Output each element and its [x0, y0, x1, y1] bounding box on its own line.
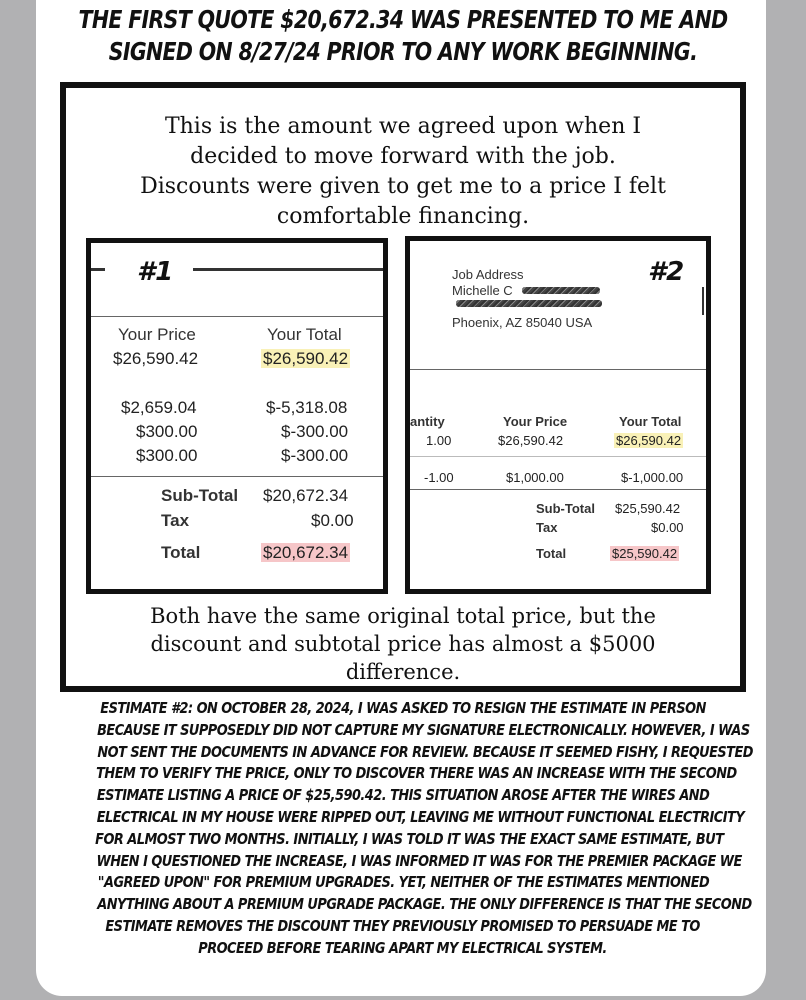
- price-row-4: $300.00: [136, 446, 198, 465]
- price-row-3: $300.00: [136, 422, 198, 441]
- city-line: Phoenix, AZ 85040 USA: [452, 315, 593, 330]
- story-line: PROCEED BEFORE TEARING APART MY ELECTRICAL SYSTEM.: [198, 938, 608, 957]
- subtotal-value: $20,672.34: [263, 486, 349, 505]
- subtotal-rule: [91, 476, 383, 477]
- total-row-3: $-300.00: [281, 422, 349, 441]
- tax-value: $0.00: [651, 520, 684, 535]
- price-row-2: $1,000.00: [506, 470, 564, 485]
- subtotal-value: $25,590.42: [615, 501, 681, 516]
- your-total-header: Your Total: [619, 414, 682, 429]
- subtotal-label: Sub-Total: [161, 486, 239, 505]
- total-row-1: $26,590.42: [263, 349, 349, 368]
- total-row-1: $26,590.42: [616, 433, 682, 448]
- tax-label: Tax: [161, 511, 190, 530]
- story-line: ELECTRICAL IN MY HOUSE WERE RIPPED OUT, LEAVING ME WITHOUT FUNCTIONAL ELECTRICITY: [96, 807, 745, 826]
- story-line: NOT SENT THE DOCUMENTS IN ADVANCE FOR REVIEW. BECAUSE IT SEEMED FISHY, I REQUESTED: [97, 742, 753, 761]
- estimate-2-panel: [405, 236, 711, 594]
- price-row-2: $2,659.04: [121, 398, 197, 417]
- intro-line: This is the amount we agreed upon when I: [164, 114, 642, 139]
- closing-text: [66, 602, 740, 686]
- subtotal-rule: [410, 489, 706, 490]
- intro-line: decided to move forward with the job.: [190, 144, 616, 169]
- total-value: $20,672.34: [263, 543, 349, 562]
- qty-row-2: -1.00: [424, 470, 454, 485]
- estimate-1-panel: [86, 238, 388, 594]
- table-rule: [91, 316, 383, 317]
- redacted-name: [522, 287, 600, 294]
- header-rule: [193, 268, 383, 271]
- story-text: [44, 698, 762, 960]
- closing-line: difference.: [345, 660, 461, 684]
- story-line: THEM TO VERIFY THE PRICE, ONLY TO DISCOVER THERE WAS AN INCREASE WITH THE SECOND: [96, 764, 737, 783]
- story-line: ESTIMATE REMOVES THE DISCOUNT THEY PREVIOUSLY PROMISED TO PERSUADE ME TO: [105, 916, 701, 935]
- job-address-label: Job Address: [452, 267, 524, 282]
- client-name: Michelle C: [452, 283, 513, 298]
- story-line: BECAUSE IT SUPPOSEDLY DID NOT CAPTURE MY SIGNATURE ELECTRONICALLY. HOWEVER, I WAS: [97, 720, 750, 739]
- table-rule: [410, 369, 706, 370]
- story-line: ANYTHING ABOUT A PREMIUM UPGRADE PACKAGE. THE ONLY DIFFERENCE IS THAT THE SECOND: [97, 895, 752, 914]
- estimate-2-label: #2: [648, 257, 685, 287]
- scrollbar: [702, 287, 704, 315]
- closing-line: Both have the same original total price, but the: [150, 604, 656, 628]
- tax-value: $0.00: [311, 511, 354, 530]
- total-row-4: $-300.00: [281, 446, 349, 465]
- headline: [73, 4, 734, 68]
- story-line: ESTIMATE #2: ON OCTOBER 28, 2024, I WAS ASKED TO RESIGN THE ESTIMATE IN PERSON: [100, 699, 706, 717]
- your-price-header: Your Price: [503, 414, 568, 429]
- quantity-header: antity: [410, 414, 445, 429]
- intro-text: [66, 112, 740, 232]
- story-line: ESTIMATE LISTING A PRICE OF $25,590.42. THIS SITUATION AROSE AFTER THE WIRES AND: [96, 786, 710, 805]
- intro-line: comfortable financing.: [276, 204, 530, 229]
- your-total-header: Your Total: [267, 325, 342, 344]
- subtotal-label: Sub-Total: [536, 501, 595, 516]
- price-row-1: $26,590.42: [498, 433, 564, 448]
- intro-line: Discounts were given to get me to a price I felt: [140, 174, 666, 199]
- story-line: "AGREED UPON" FOR PREMIUM UPGRADES. YET, NEITHER OF THE ESTIMATES MENTIONED: [97, 873, 709, 892]
- tax-label: Tax: [536, 520, 558, 535]
- your-price-header: Your Price: [118, 325, 196, 344]
- qty-row-1: 1.00: [426, 433, 452, 448]
- row-rule: [410, 456, 706, 457]
- closing-line: discount and subtotal price has almost a $5000: [150, 632, 656, 656]
- total-label: Total: [161, 543, 201, 562]
- price-row-1: $26,590.42: [113, 349, 199, 368]
- story-line: WHEN I QUESTIONED THE INCREASE, I WAS INFORMED IT WAS FOR THE PREMIER PACKAGE WE: [96, 851, 742, 870]
- headline-line-1: THE FIRST QUOTE $20,672.34 WAS PRESENTED TO ME AND: [78, 5, 728, 34]
- header-rule: [91, 268, 105, 271]
- story-line: FOR ALMOST TWO MONTHS. INITIALLY, I WAS TOLD IT WAS THE EXACT SAME ESTIMATE, BUT: [95, 829, 724, 848]
- total-label: Total: [536, 546, 567, 561]
- headline-line-2: SIGNED ON 8/27/24 PRIOR TO ANY WORK BEGINNING.: [108, 37, 698, 66]
- estimate-1-label: #1: [137, 257, 174, 287]
- total-value: $25,590.42: [612, 546, 678, 561]
- total-row-2: $-1,000.00: [621, 470, 684, 485]
- total-row-2: $-5,318.08: [266, 398, 348, 417]
- redacted-street: [456, 300, 602, 307]
